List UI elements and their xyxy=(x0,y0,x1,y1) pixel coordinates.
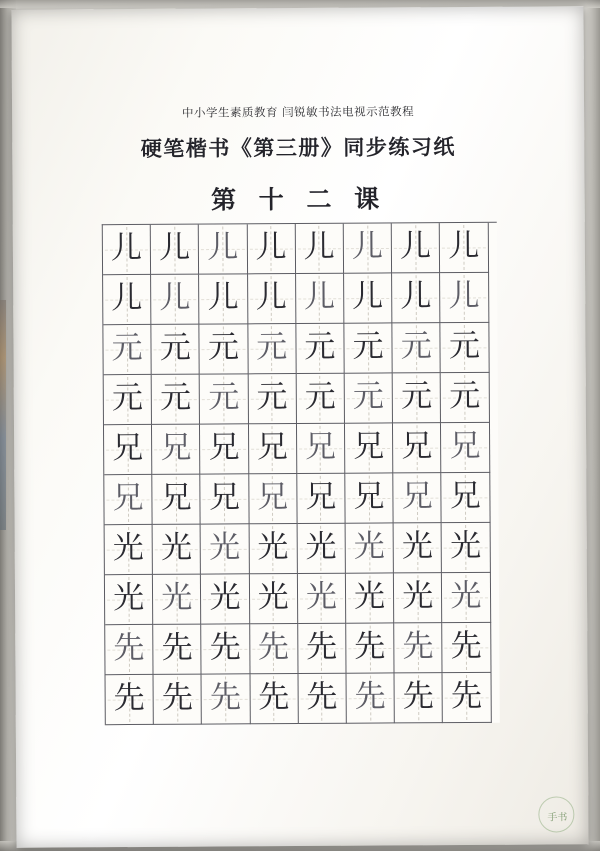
practice-character: 兄 xyxy=(449,427,481,465)
practice-character: 先 xyxy=(258,679,290,716)
page-edge-right-shadow xyxy=(586,0,600,851)
practice-character: 光 xyxy=(160,529,193,566)
practice-grid-cell xyxy=(441,423,489,473)
practice-character: 儿 xyxy=(352,278,384,315)
practice-character: 元 xyxy=(304,378,336,415)
practice-grid-cell xyxy=(440,223,488,273)
practice-character: 先 xyxy=(210,679,242,716)
practice-grid-cell xyxy=(152,325,200,375)
practice-grid-cell xyxy=(250,624,298,674)
practice-grid-cell xyxy=(440,273,488,323)
practice-grid-cell xyxy=(202,624,250,674)
practice-character: 兄 xyxy=(401,478,433,515)
practice-character: 儿 xyxy=(159,229,191,266)
practice-character: 先 xyxy=(306,628,338,665)
practice-grid-cell xyxy=(104,375,152,425)
practice-grid-cell xyxy=(200,424,248,474)
practice-grid-cell xyxy=(250,674,298,724)
practice-grid-cell xyxy=(248,324,296,374)
practice-grid-cell xyxy=(443,623,491,673)
practice-character: 兄 xyxy=(160,429,192,466)
practice-character: 兄 xyxy=(208,479,241,516)
practice-grid-cell xyxy=(394,523,442,573)
practice-character: 光 xyxy=(113,579,145,617)
practice-grid-cell xyxy=(152,425,200,475)
practice-character: 先 xyxy=(161,629,193,666)
practice-character: 儿 xyxy=(400,228,432,265)
practice-grid-row xyxy=(105,623,499,675)
practice-grid-row xyxy=(105,523,499,575)
practice-character: 兄 xyxy=(353,428,385,465)
practice-grid-cell xyxy=(394,573,442,623)
practice-character: 光 xyxy=(353,578,386,615)
practice-grid-cell xyxy=(153,575,201,625)
practice-character: 儿 xyxy=(159,279,191,316)
practice-character: 元 xyxy=(352,328,384,365)
practice-character: 兄 xyxy=(353,478,385,515)
practice-character: 儿 xyxy=(400,278,432,315)
practice-grid-cell xyxy=(248,274,296,324)
practice-grid-cell xyxy=(297,424,345,474)
practice-character: 光 xyxy=(450,577,482,615)
practice-character: 儿 xyxy=(448,227,480,265)
practice-character: 先 xyxy=(306,678,338,715)
practice-character: 儿 xyxy=(448,277,480,315)
practice-character: 兄 xyxy=(208,429,240,466)
practice-grid-cell xyxy=(248,374,296,424)
practice-grid-cell xyxy=(103,325,151,375)
practice-grid-cell xyxy=(200,324,248,374)
practice-grid-cell xyxy=(442,523,490,573)
practice-grid-cell xyxy=(153,525,201,575)
practice-character: 先 xyxy=(209,629,241,666)
practice-character: 光 xyxy=(402,578,434,615)
practice-grid-cell xyxy=(345,423,393,473)
practice-grid-cell xyxy=(249,474,297,524)
practice-character: 元 xyxy=(448,327,481,365)
practice-grid-cell xyxy=(296,224,344,274)
practice-grid xyxy=(102,222,500,725)
practice-character: 元 xyxy=(159,379,192,416)
practice-grid-row xyxy=(106,673,500,725)
practice-character: 兄 xyxy=(256,479,289,516)
practice-grid-cell xyxy=(202,674,250,724)
practice-character: 先 xyxy=(450,677,483,715)
practice-grid-row xyxy=(105,573,499,625)
practice-character: 先 xyxy=(257,629,290,666)
practice-grid-row xyxy=(103,273,497,325)
practice-grid-cell xyxy=(298,574,346,624)
practice-grid-cell xyxy=(392,323,440,373)
practice-character: 元 xyxy=(449,377,481,415)
practice-grid-cell xyxy=(394,623,442,673)
practice-character: 光 xyxy=(401,528,434,565)
practice-grid-row xyxy=(103,323,497,375)
practice-grid-cell xyxy=(346,573,394,623)
practice-grid-cell xyxy=(393,423,441,473)
practice-grid-cell xyxy=(104,425,152,475)
practice-character: 元 xyxy=(256,379,288,416)
practice-grid-cell xyxy=(442,573,490,623)
practice-character: 光 xyxy=(305,528,337,565)
practice-character: 元 xyxy=(111,329,143,367)
practice-grid-cell xyxy=(154,675,202,725)
practice-grid-cell xyxy=(152,375,200,425)
practice-character: 光 xyxy=(257,529,289,566)
practice-grid-row xyxy=(104,423,498,475)
worksheet-content xyxy=(11,6,588,847)
practice-grid-cell xyxy=(199,224,247,274)
practice-grid-cell xyxy=(392,223,440,273)
practice-grid-cell xyxy=(344,273,392,323)
practice-character: 光 xyxy=(450,527,482,565)
practice-character: 儿 xyxy=(207,279,239,316)
practice-grid-cell xyxy=(201,524,249,574)
practice-character: 兄 xyxy=(112,429,144,467)
practice-grid-cell xyxy=(346,623,394,673)
practice-character: 先 xyxy=(402,628,434,665)
worksheet-title: 硬笔楷书《第三册》同步练习纸 xyxy=(140,134,456,161)
practice-grid-row xyxy=(103,223,497,275)
practice-grid-cell xyxy=(346,523,394,573)
binding-spine xyxy=(0,300,6,530)
practice-grid-cell xyxy=(441,373,489,423)
practice-character: 兄 xyxy=(256,429,288,466)
practice-grid-cell xyxy=(442,473,490,523)
practice-grid-cell xyxy=(153,625,201,675)
practice-character: 兄 xyxy=(449,477,481,515)
practice-character: 兄 xyxy=(112,479,144,517)
practice-character: 儿 xyxy=(303,278,336,315)
practice-grid-cell xyxy=(296,274,344,324)
practice-grid-cell xyxy=(393,473,441,523)
practice-grid-cell xyxy=(201,474,249,524)
practice-grid-cell xyxy=(105,525,153,575)
practice-grid-cell xyxy=(201,574,249,624)
practice-grid-cell xyxy=(443,673,491,723)
practice-character: 儿 xyxy=(110,229,143,267)
practice-grid-cell xyxy=(199,274,247,324)
practice-grid-cell xyxy=(296,374,344,424)
practice-grid-cell xyxy=(103,275,151,325)
practice-grid-cell xyxy=(247,224,295,274)
practice-character: 元 xyxy=(304,328,336,365)
practice-character: 先 xyxy=(354,678,386,715)
practice-grid-cell xyxy=(346,673,394,723)
practice-grid-cell xyxy=(249,524,297,574)
practice-character: 儿 xyxy=(255,229,287,266)
practice-character: 光 xyxy=(112,529,144,567)
practice-grid-cell xyxy=(249,424,297,474)
practice-character: 元 xyxy=(352,378,384,415)
practice-grid-cell xyxy=(344,323,392,373)
practice-grid-cell xyxy=(104,475,152,525)
lesson-heading: 第 十 二 课 xyxy=(210,184,387,215)
practice-character: 兄 xyxy=(304,428,337,465)
practice-character: 儿 xyxy=(255,279,287,316)
practice-character: 光 xyxy=(257,579,289,616)
practice-character: 儿 xyxy=(351,228,384,265)
practice-character: 元 xyxy=(207,329,240,366)
practice-grid-cell xyxy=(395,673,443,723)
practice-character: 兄 xyxy=(305,478,337,515)
practice-grid-cell xyxy=(298,624,346,674)
practice-character: 元 xyxy=(111,379,144,417)
practice-grid-cell xyxy=(441,323,489,373)
practice-grid-cell xyxy=(345,373,393,423)
practice-character: 元 xyxy=(400,328,432,365)
practice-grid-cell xyxy=(344,223,392,273)
practice-character: 先 xyxy=(161,679,194,716)
practice-character: 先 xyxy=(402,678,434,715)
practice-character: 元 xyxy=(208,379,240,416)
practice-character: 元 xyxy=(400,378,433,415)
practice-character: 先 xyxy=(354,628,386,665)
practice-grid-cell xyxy=(296,324,344,374)
practice-grid-cell xyxy=(298,674,346,724)
practice-grid-cell xyxy=(151,275,199,325)
practice-grid-cell xyxy=(392,273,440,323)
worksheet-subtitle: 中小学生素质教育 闫锐敏书法电视示范教程 xyxy=(181,104,415,120)
practice-character: 先 xyxy=(113,629,145,667)
practice-grid-cell xyxy=(152,475,200,525)
practice-character: 光 xyxy=(353,528,385,565)
practice-grid-cell xyxy=(105,625,153,675)
practice-grid-cell xyxy=(200,374,248,424)
practice-character: 儿 xyxy=(207,229,239,266)
practice-grid-cell xyxy=(393,373,441,423)
practice-character: 儿 xyxy=(111,279,143,317)
practice-grid-row xyxy=(104,373,498,425)
worksheet-sheet xyxy=(11,6,588,847)
practice-character: 先 xyxy=(113,679,145,717)
practice-character: 光 xyxy=(161,579,193,616)
practice-grid-cell xyxy=(297,474,345,524)
practice-grid-cell xyxy=(297,524,345,574)
practice-character: 光 xyxy=(209,529,241,566)
practice-character: 元 xyxy=(256,329,288,366)
practice-grid-cell xyxy=(105,575,153,625)
practice-grid-cell xyxy=(106,675,154,725)
practice-grid-cell xyxy=(151,225,199,275)
practice-grid-row xyxy=(104,473,498,525)
practice-character: 儿 xyxy=(303,228,335,265)
practice-grid-cell xyxy=(345,473,393,523)
practice-grid-cell xyxy=(249,574,297,624)
practice-character: 光 xyxy=(209,579,241,616)
seal-stamp: 手书 xyxy=(547,811,568,823)
practice-character: 元 xyxy=(159,329,191,366)
practice-character: 兄 xyxy=(160,479,192,516)
practice-character: 兄 xyxy=(401,428,433,465)
practice-grid-cell xyxy=(103,225,151,275)
practice-character: 先 xyxy=(450,627,482,665)
practice-character: 光 xyxy=(305,578,337,615)
